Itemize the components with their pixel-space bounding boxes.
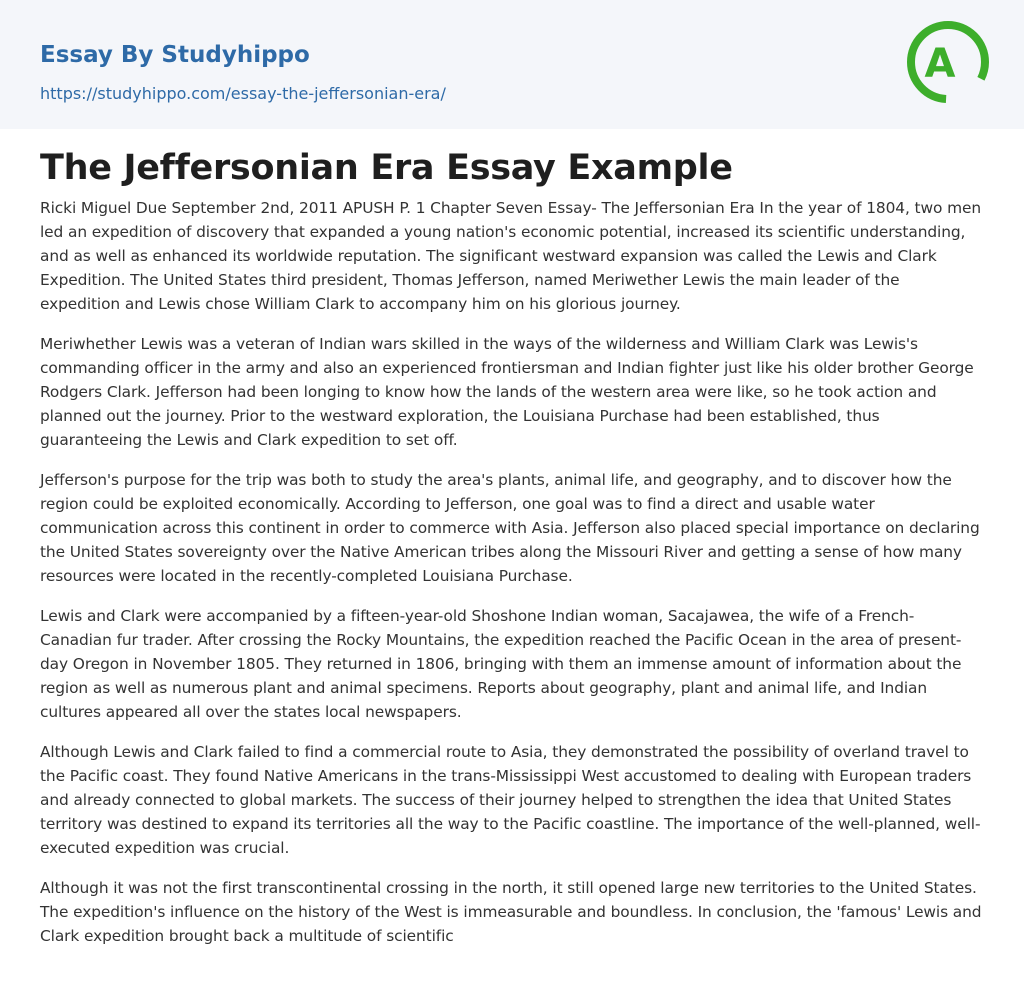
article-paragraph: Although it was not the first transcontinental crossing in the north, it still opened large new territories to the United States. The expedition's influence on the history of the West is immeasurable and boundless. In conclusion, the 'famous' Lewis and Clark expedition brought back a multitude of scientific [40,879,982,945]
studyhippo-logo[interactable] [906,18,990,106]
article-paragraph: Lewis and Clark were accompanied by a fifteen-year-old Shoshone Indian woman, Sacajawea, the wife of a French-Canadian fur trader. After crossing the Rocky Mountains, the expedition reached the Pacific Ocean in the area of present-day Oregon in November 1805. They returned in 1806, bringing with them an immense amount of information about the region as well as numerous plant and animal specimens. Reports about geography, plant and animal life, and Indian cultures appeared all over the states local newspapers. [40,607,962,721]
article-paragraph: Jefferson's purpose for the trip was both to study the area's plants, animal life, and geography, and to discover how the region could be exploited economically. According to Jefferson, one goal was to find a direct and usable water communication across this continent in order to commerce with Asia. Jefferson also placed special importance on declaring the United States sovereignty over the Native American tribes along the Missouri River and getting a sense of how many resources were located in the recently-completed Louisiana Purchase. [40,471,980,585]
article-title: The Jeffersonian Era Essay Example [40,148,733,188]
site-header [0,0,1024,129]
site-brand[interactable]: Essay By Studyhippo [40,42,310,68]
article-paragraph: Ricki Miguel Due September 2nd, 2011 APUSH P. 1 Chapter Seven Essay- The Jeffersonian Era In the year of 1804, two men led an expedition of discovery that expanded a young nation's economic potential, increased its scientific understanding, and as well as enhanced its worldwide reputation. The significant westward expansion was called the Lewis and Clark Expedition. The United States third president, Thomas Jefferson, named Meriwether Lewis the main leader of the expedition and Lewis chose William Clark to accompany him on his glorious journey. [40,199,982,313]
article-body [40,146,984,964]
logo-letter: A [924,41,956,87]
article-paragraph: Meriwhether Lewis was a veteran of Indian wars skilled in the ways of the wilderness and William Clark was Lewis's commanding officer in the army and also an experienced frontiersman and Indian fighter just like his older brother George Rodgers Clark. Jefferson had been longing to know how the lands of the western area were like, so he took action and planned out the journey. Prior to the westward exploration, the Louisiana Purchase had been established, thus guaranteeing the Lewis and Clark expedition to set off. [40,335,974,449]
essay-url-link[interactable]: https://studyhippo.com/essay-the-jeffersonian-era/ [40,84,446,103]
logo-ring-icon [906,18,990,106]
article-paragraph: Although Lewis and Clark failed to find a commercial route to Asia, they demonstrated the possibility of overland travel to the Pacific coast. They found Native Americans in the trans-Mississippi West accustomed to dealing with European traders and already connected to global markets. The success of their journey helped to strengthen the idea that United States territory was destined to expand its territories all the way to the Pacific coastline. The importance of the well-planned, well-executed expedition was crucial. [40,743,981,857]
